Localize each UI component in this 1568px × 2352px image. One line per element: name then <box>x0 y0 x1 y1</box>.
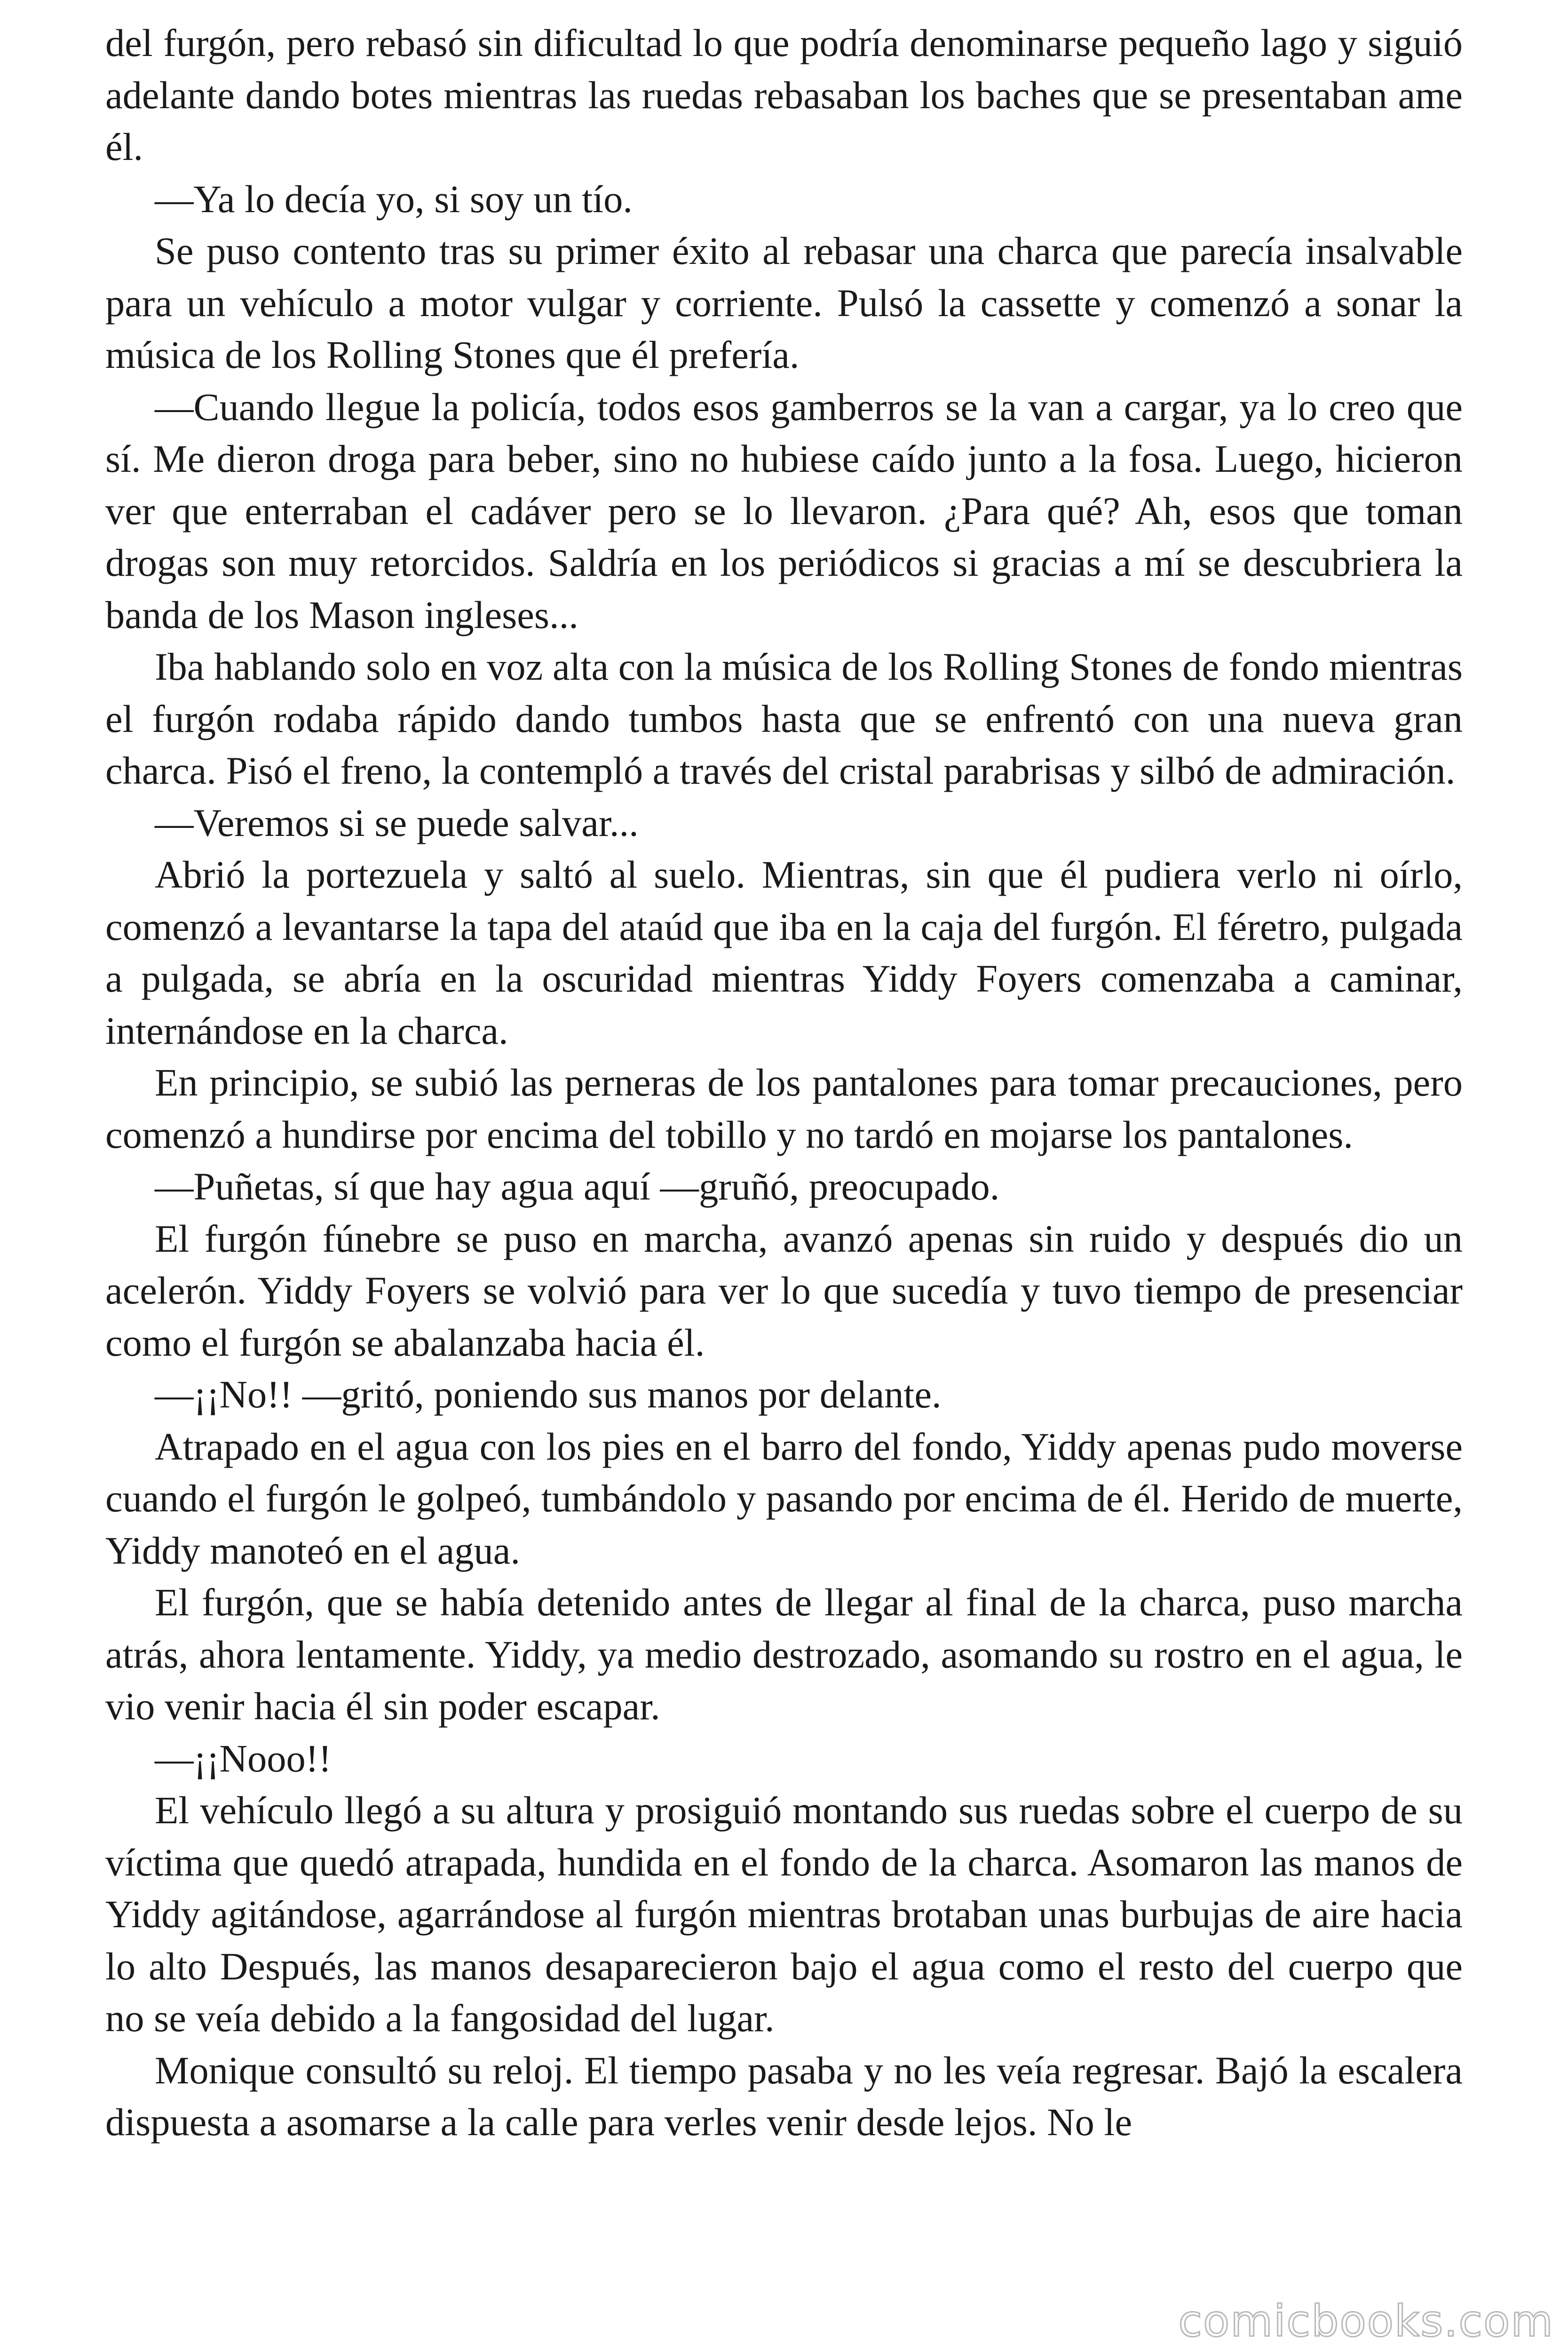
paragraph: Atrapado en el agua con los pies en el barro del fondo, Yiddy apenas pudo moverse cuando el furgón le golpeó, tumbándolo y pasando por encima de él. Herido de muerte, Yiddy manoteó en el agua. <box>105 1424 1463 1572</box>
paragraph: El furgón, que se había detenido antes de llegar al final de la charca, puso marcha atrás, ahora lentamente. Yiddy, ya medio destrozado, asomando su rostro en el agua, le vio venir hacia él sin poder escapar. <box>105 1581 1463 1728</box>
paragraph: El vehículo llegó a su altura y prosiguió montando sus ruedas sobre el cuerpo de su víctima que quedó atrapada, hundida en el fondo de la charca. Asomaron las manos de Yiddy agitándose, agarrándose al furgón mientras brotaban unas burbujas de aire hacia lo alto Después, las manos desaparecieron bajo el agua como el resto del cuerpo que no se veía debido a la fangosidad del lugar. <box>105 1788 1463 2040</box>
paragraph: —Ya lo decía yo, si soy un tío. <box>155 177 633 221</box>
watermark: comicbooks.com <box>1178 2296 1554 2346</box>
paragraph: Monique consultó su reloj. El tiempo pasaba y no les veía regresar. Bajó la escalera dispuesta a asomarse a la calle para verles venir desde lejos. No le <box>105 2048 1463 2144</box>
paragraph: Abrió la portezuela y saltó al suelo. Mientras, sin que él pudiera verlo ni oírlo, comenzó a levantarse la tapa del ataúd que iba en la caja del furgón. El féretro, pulgada a pulgada, se abría en la oscuridad mientras Yiddy Foyers comenzaba a caminar, internándose en la charca. <box>105 853 1463 1052</box>
paragraph: En principio, se subió las perneras de los pantalones para tomar precauciones, pero comenzó a hundirse por encima del tobillo y no tardó en mojarse los pantalones. <box>105 1061 1463 1156</box>
paragraph: —Puñetas, sí que hay agua aquí —gruñó, preocupado. <box>155 1165 1000 1208</box>
paragraph: —¡¡No!! —gritó, poniendo sus manos por delante. <box>155 1373 942 1416</box>
paragraph: —Cuando llegue la policía, todos esos gamberros se la van a cargar, ya lo creo que sí. Me dieron droga para beber, sino no hubiese caído junto a la fosa. Luego, hicieron ver que enterraban el cadáver pero se lo llevaron. ¿Para qué? Ah, esos que toman drogas son muy retorcidos. Saldría en los periódicos si gracias a mí se descubriera la banda de los Mason ingleses... <box>105 385 1463 636</box>
paragraph: Iba hablando solo en voz alta con la música de los Rolling Stones de fondo mientras el furgón rodaba rápido dando tumbos hasta que se enfrentó con una nueva gran charca. Pisó el freno, la contempló a través del cristal parabrisas y silbó de admiración. <box>105 645 1463 792</box>
paragraph: —Veremos si se puede salvar... <box>155 801 639 844</box>
paragraph: El furgón fúnebre se puso en marcha, avanzó apenas sin ruido y después dio un acelerón. Yiddy Foyers se volvió para ver lo que sucedía y tuvo tiempo de presenciar como el furgón se abalanzaba hacia él. <box>105 1216 1463 1364</box>
paragraph: —¡¡Nooo!! <box>155 1736 332 1780</box>
paragraph: del furgón, pero rebasó sin dificultad lo que podría denominarse pequeño lago y siguió adelante dando botes mientras las ruedas rebasaban los baches que se presentaban ame él. <box>105 21 1463 168</box>
paragraph: Se puso contento tras su primer éxito al rebasar una charca que parecía insalvable para un vehículo a motor vulgar y corriente. Pulsó la cassette y comenzó a sonar la música de los Rolling Stones que él prefería. <box>105 229 1463 376</box>
page-text <box>105 17 1463 2148</box>
